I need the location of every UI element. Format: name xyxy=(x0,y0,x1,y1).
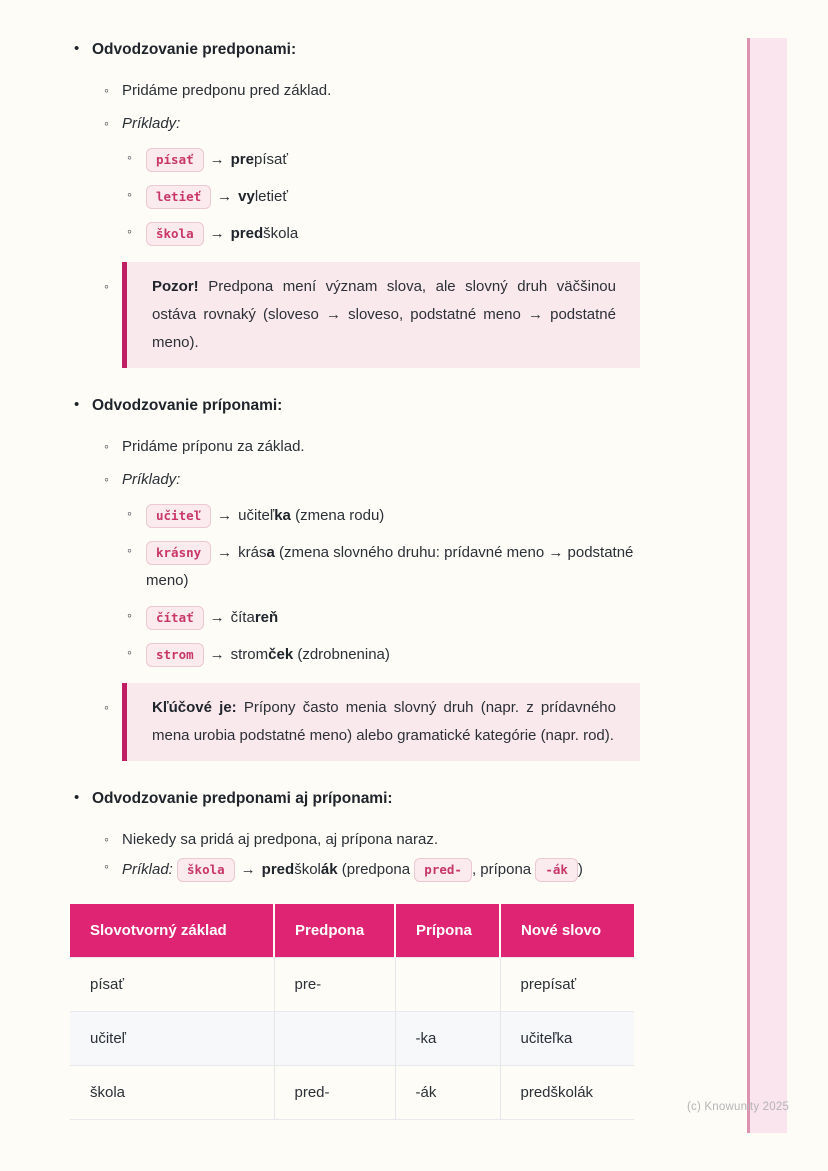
table-cell: predškolák xyxy=(500,1066,634,1120)
table-header-cell: Prípona xyxy=(395,904,500,958)
plain-text: , prípona xyxy=(471,861,536,878)
circle-bullet: ◦ xyxy=(104,831,109,847)
callout-body: Predpona mení význam slova, ale slovný druh väčšinou ostáva rovnaký (sloveso → sloveso, podstatné meno → podstatné meno). xyxy=(152,278,616,351)
example-line xyxy=(146,641,640,669)
section3-heading: Odvodzovanie predponami aj príponami: xyxy=(92,790,393,807)
circle-bullet: ◦ xyxy=(104,115,109,131)
circle-bullet: ◦ xyxy=(104,858,109,874)
callout-row xyxy=(0,683,640,761)
word-base: číta xyxy=(230,609,255,626)
arrow-glyph: → xyxy=(240,861,256,878)
section1-intro: Pridáme predponu pred základ. xyxy=(122,82,332,99)
section1-heading: Odvodzovanie predponami: xyxy=(92,41,297,58)
section1-heading-row xyxy=(0,40,640,60)
word-formation-table xyxy=(70,904,634,1120)
callout-body: Prípony často menia slovný druh (napr. z prídavného mena urobia podstatné meno) alebo gramatické kategórie (napr. rod). xyxy=(152,699,616,744)
affix-bold: pre xyxy=(230,151,254,168)
section2-intro-row xyxy=(0,436,640,457)
example-line xyxy=(146,502,640,530)
table-header-cell: Slovotvorný základ xyxy=(70,904,274,958)
section3-example-row xyxy=(0,856,640,884)
callout-text xyxy=(152,694,616,750)
section1-intro-row xyxy=(0,80,640,101)
arrow-glyph: → xyxy=(209,646,225,663)
example-row xyxy=(0,641,640,669)
table-header-cell: Nové slovo xyxy=(500,904,634,958)
circle-bullet: ◦ xyxy=(127,223,132,239)
examples-label: Príklady: xyxy=(122,471,181,488)
table-cell xyxy=(274,1012,395,1066)
circle-bullet: ◦ xyxy=(127,505,132,521)
arrow-glyph: → xyxy=(217,188,233,205)
example-line xyxy=(146,604,640,632)
callout-row xyxy=(0,262,640,368)
example-label: Príklad: xyxy=(122,861,173,878)
disc-bullet: • xyxy=(74,40,80,57)
callout-pozor xyxy=(122,262,640,368)
circle-bullet: ◦ xyxy=(104,699,109,715)
callout-lead: Pozor! xyxy=(152,278,199,295)
word-rest: písať xyxy=(253,151,288,168)
code-chip: škola xyxy=(146,222,204,246)
plain-text: (predpona xyxy=(337,861,415,878)
section2-examples-label-row xyxy=(0,469,640,490)
table-cell: pred- xyxy=(274,1066,395,1120)
example-line xyxy=(146,220,640,248)
circle-bullet: ◦ xyxy=(104,438,109,454)
word-base: strom xyxy=(230,646,269,663)
watermark: (c) Knowunity 2025 xyxy=(687,1101,790,1113)
word-rest: letieť xyxy=(254,188,288,205)
callout-text xyxy=(152,273,616,357)
table-row xyxy=(70,1012,634,1066)
affix-bold: reň xyxy=(254,609,279,626)
example-line xyxy=(146,146,640,174)
table-cell: učiteľ xyxy=(70,1012,274,1066)
code-chip: pred- xyxy=(414,858,472,882)
section2-heading-row xyxy=(0,396,640,416)
disc-bullet: • xyxy=(74,396,80,413)
arrow-glyph: → xyxy=(209,151,225,168)
table-header-row xyxy=(70,904,634,958)
prefix-bold: pred xyxy=(261,861,295,878)
word-rest: (zdrobnenina) xyxy=(293,646,390,663)
arrow-glyph: → xyxy=(209,225,225,242)
table-cell: prepísať xyxy=(500,958,634,1012)
word-mid: škol xyxy=(294,861,321,878)
table-cell: písať xyxy=(70,958,274,1012)
table-cell: škola xyxy=(70,1066,274,1120)
circle-bullet: ◦ xyxy=(127,186,132,202)
example-row xyxy=(0,220,640,248)
circle-bullet: ◦ xyxy=(104,471,109,487)
circle-bullet: ◦ xyxy=(127,149,132,165)
circle-bullet: ◦ xyxy=(127,644,132,660)
plain-text: ) xyxy=(577,861,583,878)
affix-bold: ček xyxy=(268,646,294,663)
callout-klucove xyxy=(122,683,640,761)
code-chip: písať xyxy=(146,148,204,172)
table-header-cell: Predpona xyxy=(274,904,395,958)
table-cell: pre- xyxy=(274,958,395,1012)
arrow-glyph: → xyxy=(217,507,233,524)
section1-examples-label-row xyxy=(0,113,640,134)
affix-bold: ka xyxy=(274,507,291,524)
affix-bold: vy xyxy=(238,188,255,205)
arrow-glyph: → xyxy=(209,609,225,626)
affix-bold: a xyxy=(266,544,275,561)
example-row xyxy=(0,183,640,211)
example-row xyxy=(0,146,640,174)
word-base: učiteľ xyxy=(238,507,275,524)
code-chip: strom xyxy=(146,643,204,667)
circle-bullet: ◦ xyxy=(104,278,109,294)
word-rest: škola xyxy=(263,225,299,242)
word-rest: (zmena slovného druhu: prídavné meno → podstatné meno) xyxy=(146,544,634,589)
code-chip: krásny xyxy=(146,541,211,565)
table-cell: -ák xyxy=(395,1066,500,1120)
page-edge-highlight-bar xyxy=(747,38,787,1133)
code-chip: čítať xyxy=(146,606,204,630)
example-row xyxy=(0,502,640,530)
table-cell: učiteľka xyxy=(500,1012,634,1066)
circle-bullet: ◦ xyxy=(127,607,132,623)
examples-label: Príklady: xyxy=(122,115,181,132)
section3-intro: Niekedy sa pridá aj predpona, aj prípona naraz. xyxy=(122,831,439,848)
word-base: krás xyxy=(238,544,267,561)
example-line xyxy=(122,856,640,884)
word-rest: (zmena rodu) xyxy=(290,507,385,524)
table-cell: -ka xyxy=(395,1012,500,1066)
example-row xyxy=(0,539,640,595)
suffix-bold: ák xyxy=(320,861,338,878)
code-chip: letieť xyxy=(146,185,211,209)
section2-intro: Pridáme príponu za základ. xyxy=(122,438,305,455)
notes-content xyxy=(0,40,640,1120)
table-row xyxy=(70,1066,634,1120)
callout-lead: Kľúčové je: xyxy=(152,699,237,716)
section2-heading: Odvodzovanie príponami: xyxy=(92,397,283,414)
table-row xyxy=(70,958,634,1012)
example-row xyxy=(0,604,640,632)
disc-bullet: • xyxy=(74,789,80,806)
table-cell xyxy=(395,958,500,1012)
code-chip: škola xyxy=(177,858,235,882)
affix-bold: pred xyxy=(230,225,264,242)
code-chip: -ák xyxy=(535,858,578,882)
circle-bullet: ◦ xyxy=(127,542,132,558)
example-line xyxy=(146,539,640,595)
code-chip: učiteľ xyxy=(146,504,211,528)
arrow-glyph: → xyxy=(217,544,233,561)
section3-intro-row xyxy=(0,829,640,850)
section3-heading-row xyxy=(0,789,640,809)
example-line xyxy=(146,183,640,211)
circle-bullet: ◦ xyxy=(104,82,109,98)
